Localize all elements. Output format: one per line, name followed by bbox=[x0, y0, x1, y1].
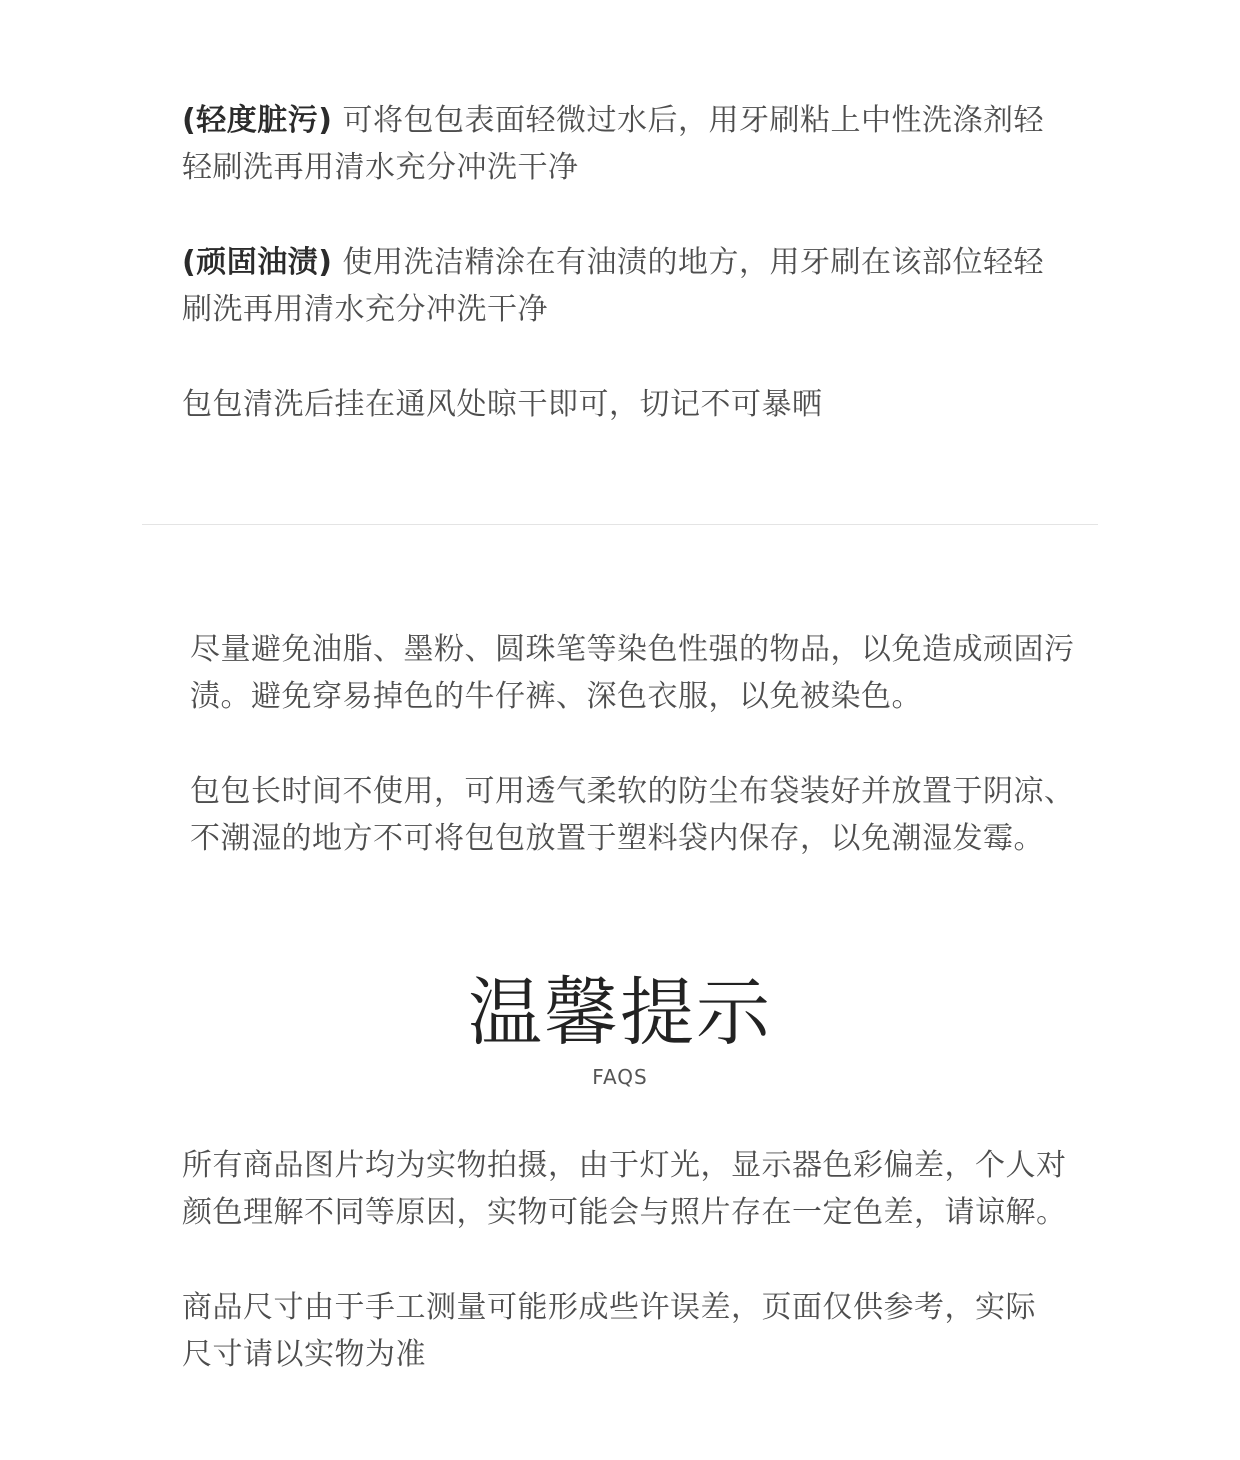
faqs-subtitle: FAQS bbox=[592, 1065, 648, 1089]
storage-long-term-paragraph: 包包长时间不使用，可用透气柔软的防尘布袋装好并放置于阴凉、不潮湿的地方不可将包包放置于塑料袋内保存，以免潮湿发霉。 bbox=[190, 774, 1075, 856]
faqs-color-note-paragraph: 所有商品图片均为实物拍摄，由于灯光，显示器色彩偏差，个人对颜色理解不同等原因，实物可能会与照片存在一定色差，请谅解。 bbox=[182, 1148, 1067, 1230]
care-stubborn-oil-label: (顽固油渍) bbox=[182, 245, 333, 280]
care-drying-paragraph: 包包清洗后挂在通风处晾干即可，切记不可暴晒 bbox=[182, 387, 823, 422]
care-stubborn-oil-paragraph bbox=[182, 239, 1062, 333]
care-light-dirt-text: 可将包包表面轻微过水后，用牙刷粘上中性洗涤剂轻轻刷洗再用清水充分冲洗干净 bbox=[182, 103, 1044, 185]
care-light-dirt-paragraph bbox=[182, 97, 1062, 191]
care-light-dirt-label: (轻度脏污) bbox=[182, 103, 333, 138]
care-stubborn-oil-text: 使用洗洁精涂在有油渍的地方，用牙刷在该部位轻轻刷洗再用清水充分冲洗干净 bbox=[182, 245, 1044, 327]
faqs-title: 温馨提示 bbox=[468, 970, 772, 1056]
storage-avoid-staining-paragraph: 尽量避免油脂、墨粉、圆珠笔等染色性强的物品，以免造成顽固污渍。避免穿易掉色的牛仔裤、深色衣服，以免被染色。 bbox=[190, 632, 1075, 714]
section-divider bbox=[142, 524, 1098, 525]
faqs-size-note-paragraph: 商品尺寸由于手工测量可能形成些许误差，页面仅供参考，实际尺寸请以实物为准 bbox=[182, 1290, 1036, 1372]
